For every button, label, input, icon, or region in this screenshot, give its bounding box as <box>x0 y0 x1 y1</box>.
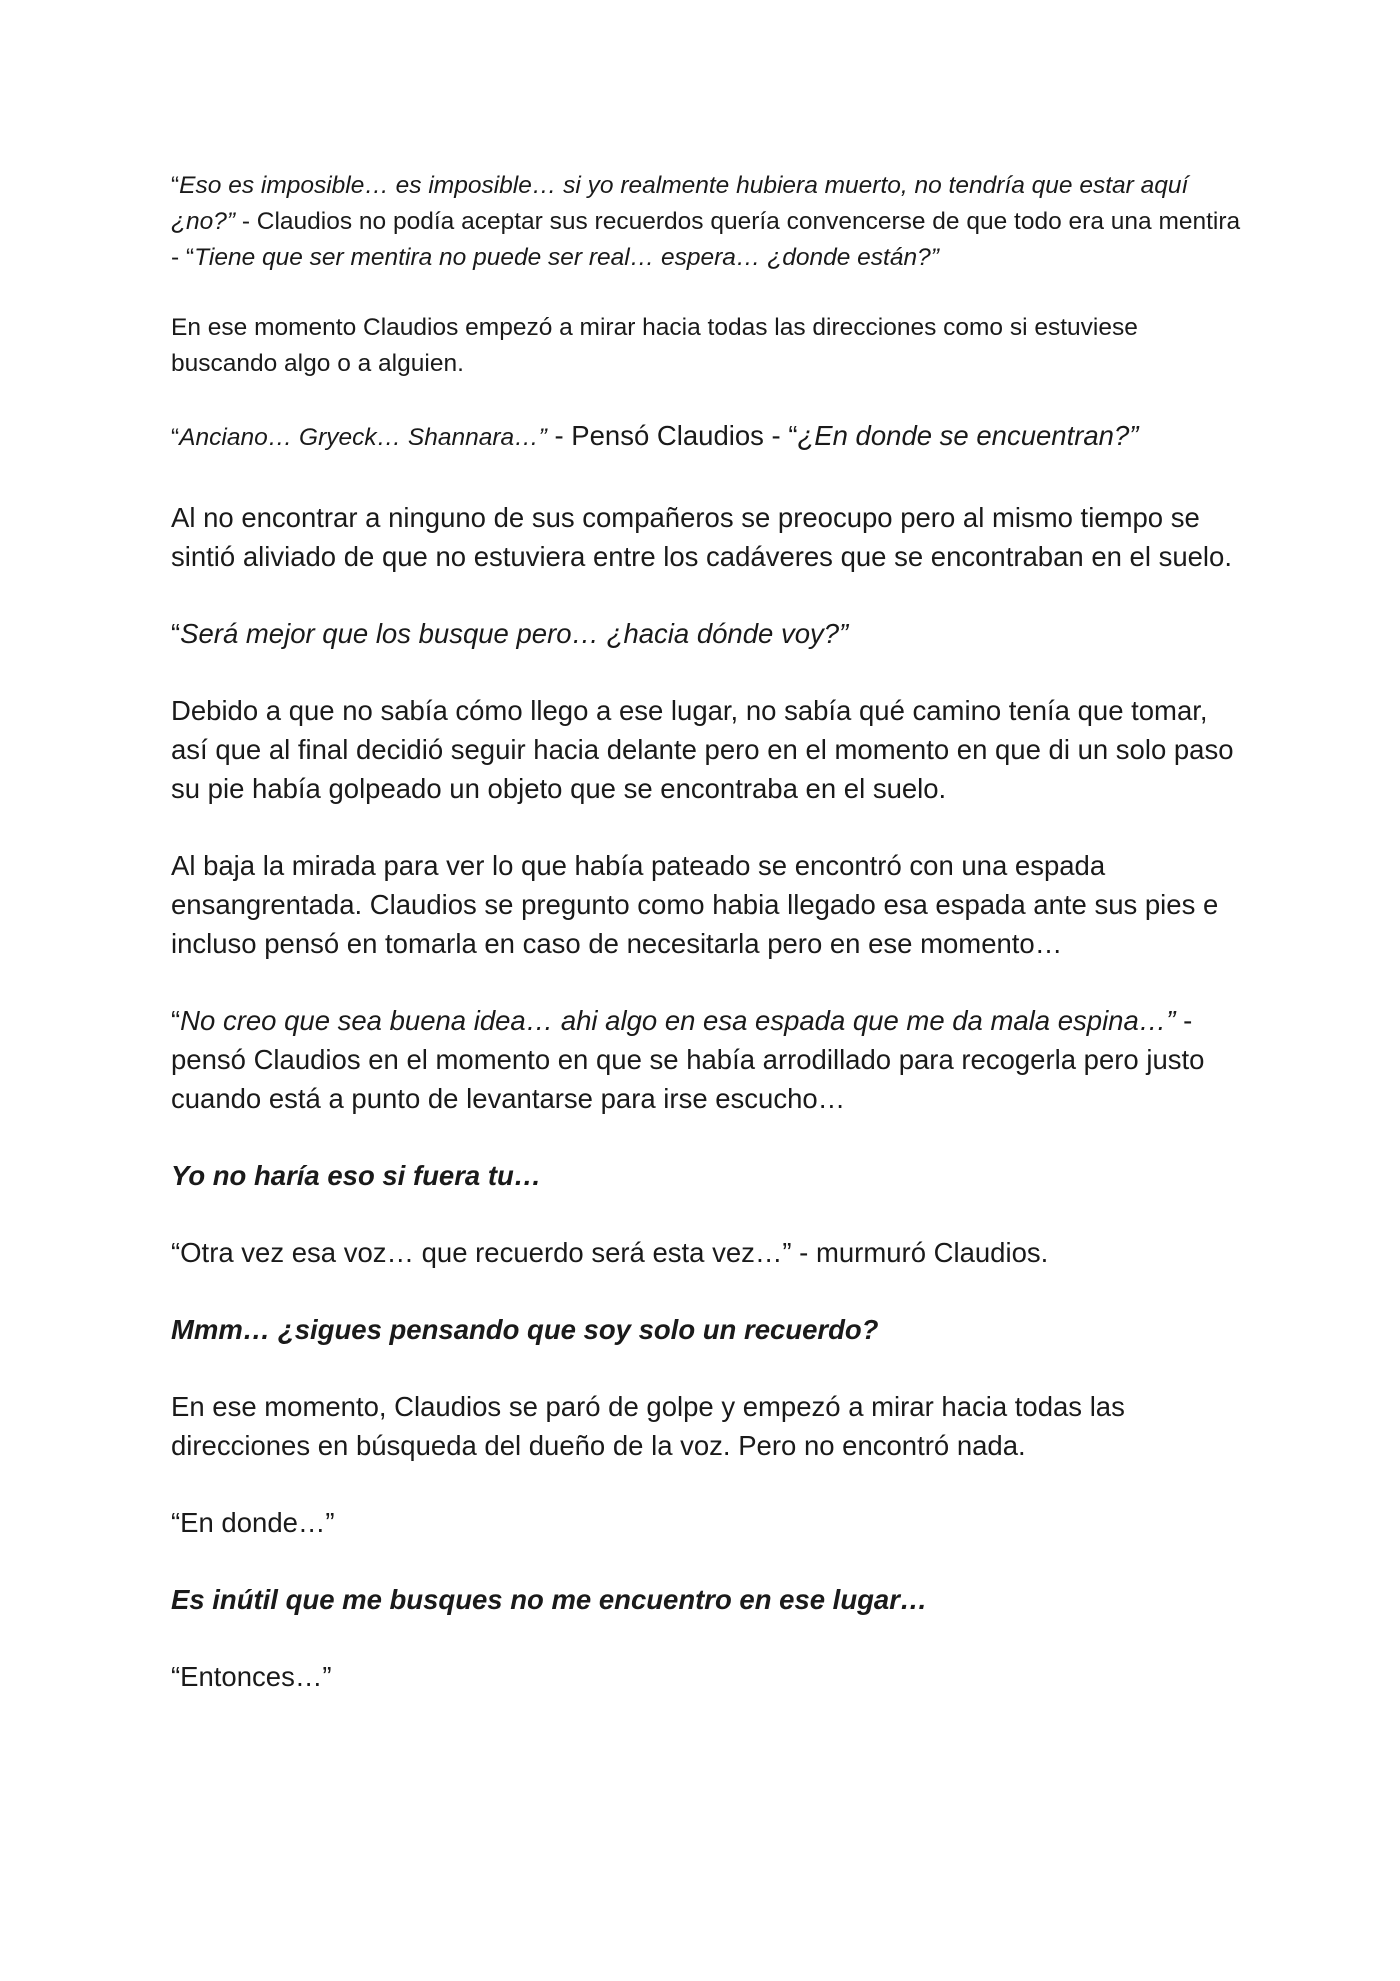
text-run: Debido a que no sabía cómo llego a ese lugar, no sabía qué camino tenía que tomar, así que al final decidió seguir hacia delante pero en el momento en que di un solo paso su pie había golpeado un objeto que se encontraba en el suelo. <box>171 695 1234 804</box>
text-run: “Otra vez esa voz… que recuerdo será esta vez…” - murmuró Claudios. <box>171 1237 1049 1268</box>
text-run: - Pensó Claudios - “ <box>546 420 798 451</box>
paragraph-15 <box>171 1657 1241 1696</box>
text-run: “Entonces…” <box>171 1661 332 1692</box>
text-run: En ese momento Claudios empezó a mirar hacia todas las direcciones como si estuviese buscando algo o a alguien. <box>171 314 1138 377</box>
paragraph-1 <box>171 168 1241 276</box>
paragraph-5 <box>171 614 1241 653</box>
paragraph-7 <box>171 846 1241 963</box>
paragraph-9 <box>171 1156 1241 1195</box>
paragraph-2 <box>171 310 1241 382</box>
text-run: “ <box>171 172 180 199</box>
text-run-italic: Anciano… Gryeck… Shannara…” <box>179 424 547 451</box>
text-run-italic: ¿En donde se encuentran?” <box>797 420 1139 451</box>
text-run-italic: Será mejor que los busque pero… ¿hacia dónde voy?” <box>180 618 849 649</box>
paragraph-11 <box>171 1310 1241 1349</box>
text-run-italic: Tiene que ser mentira no puede ser real… espera… ¿donde están?” <box>194 244 939 271</box>
paragraph-6 <box>171 691 1241 808</box>
text-run: “ <box>171 618 181 649</box>
text-run-bold-italic: Yo no haría eso si fuera tu… <box>171 1160 542 1191</box>
text-run: - Claudios no podía aceptar sus recuerdos quería convencerse de que todo era una mentira - “ <box>171 208 1241 271</box>
text-run-italic: Eso es imposible… es imposible… si yo realmente hubiera muerto, no tendría que estar aquí ¿no?” <box>171 172 1189 235</box>
text-run: “ <box>171 424 180 451</box>
paragraph-14 <box>171 1580 1241 1619</box>
paragraph-8 <box>171 1001 1241 1118</box>
text-run-bold-italic: Mmm… ¿sigues pensando que soy solo un recuerdo? <box>171 1314 879 1345</box>
text-run: “En donde…” <box>171 1507 335 1538</box>
paragraph-3 <box>171 416 1241 460</box>
text-run-italic: No creo que sea buena idea… ahi algo en esa espada que me da mala espina…” <box>180 1005 1176 1036</box>
text-run: Al no encontrar a ninguno de sus compañeros se preocupo pero al mismo tiempo se sintió aliviado de que no estuviera entre los cadáveres que se encontraban en el suelo. <box>171 502 1232 572</box>
text-run-bold-italic: Es inútil que me busques no me encuentro en ese lugar… <box>171 1584 928 1615</box>
text-run: “ <box>171 1005 181 1036</box>
paragraph-10 <box>171 1233 1241 1272</box>
paragraph-12 <box>171 1387 1241 1465</box>
text-run: - pensó Claudios en el momento en que se había arrodillado para recogerla pero justo cuando está a punto de levantarse para irse escucho… <box>171 1005 1205 1114</box>
document-page <box>171 168 1241 1696</box>
text-run: En ese momento, Claudios se paró de golpe y empezó a mirar hacia todas las direcciones en búsqueda del dueño de la voz. Pero no encontró nada. <box>171 1391 1125 1461</box>
paragraph-4 <box>171 498 1241 576</box>
text-run: Al baja la mirada para ver lo que había pateado se encontró con una espada ensangrentada. Claudios se pregunto como habia llegado esa espada ante sus pies e incluso pensó en tomarla en caso de necesitarla pero en ese momento… <box>171 850 1219 959</box>
paragraph-13 <box>171 1503 1241 1542</box>
